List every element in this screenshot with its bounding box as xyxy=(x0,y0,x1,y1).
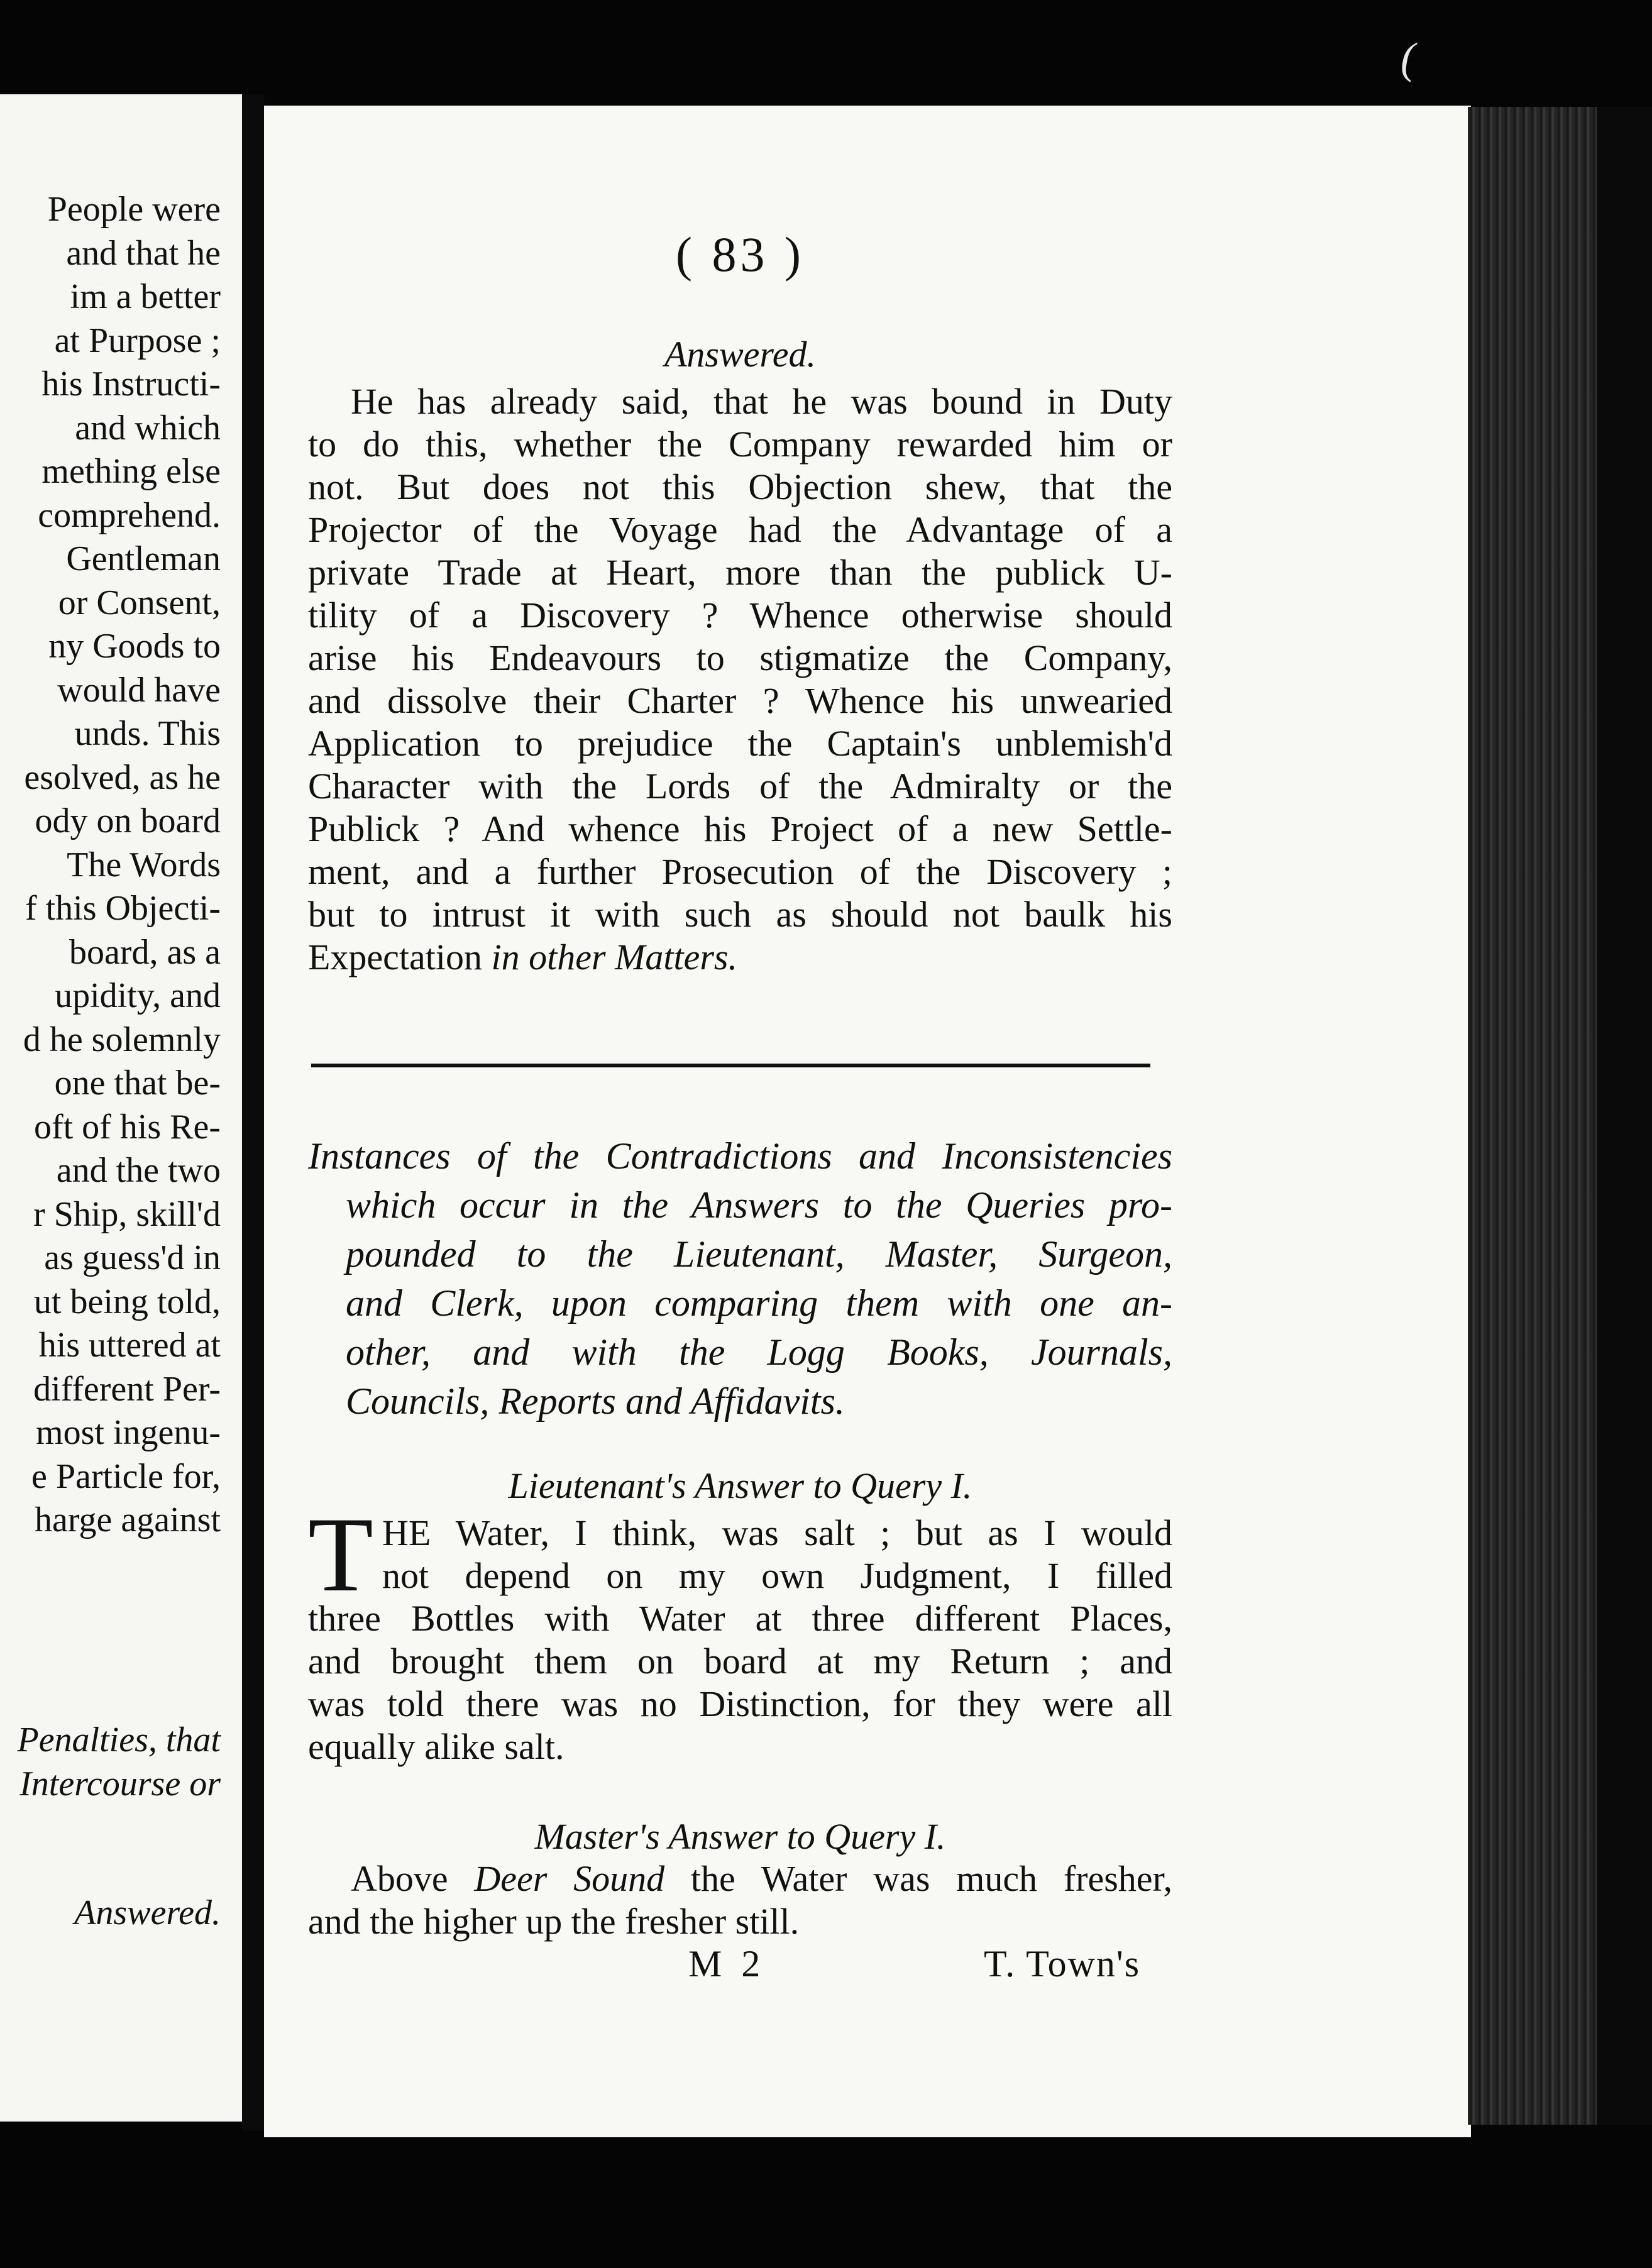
left-page-catchword: Answered. xyxy=(74,1893,221,1932)
left-page-line: r Ship, skill'd xyxy=(33,1194,221,1234)
left-page-line: or Consent, xyxy=(58,583,221,622)
answer-line xyxy=(308,1858,1172,1900)
left-page-line: different Per- xyxy=(33,1369,221,1409)
section-title-line: and Clerk, upon comparing them with one an- xyxy=(346,1282,1172,1324)
section-rule xyxy=(311,1064,1150,1067)
answer-post: the Water was much fresher, xyxy=(690,1858,1173,1899)
answer-line: ment, and a further Prosecution of the Discovery ; xyxy=(308,851,1172,892)
lieutenant-heading: Lieutenant's Answer to Query I. xyxy=(508,1465,972,1506)
left-page-line: one that be- xyxy=(54,1064,221,1103)
left-page-line: his Instructi- xyxy=(41,365,221,404)
left-page-line: mething else xyxy=(41,452,221,491)
answer-line: Application to prejudice the Captain's unblemish'd xyxy=(308,723,1172,764)
signature-mark: M 2 xyxy=(688,1943,766,1985)
left-page-line: oft of his Re- xyxy=(33,1107,221,1147)
answer-pre: Above xyxy=(351,1858,448,1899)
book-gutter xyxy=(242,94,264,2131)
answer-line: was told there was no Distinction, for they were all xyxy=(308,1683,1172,1724)
answer-line: not depend on my own Judgment, I filled xyxy=(382,1555,1172,1596)
left-facing-page xyxy=(0,94,242,2122)
drop-cap: T xyxy=(308,1495,373,1614)
left-page-line: comprehend. xyxy=(38,495,221,535)
place-name: Deer Sound xyxy=(474,1858,665,1899)
left-page-line: harge against xyxy=(35,1500,221,1539)
section-title xyxy=(308,1131,1172,1426)
master-answer xyxy=(308,1858,1172,1943)
left-page-line: esolved, as he xyxy=(24,757,221,797)
catchword: T. Town's xyxy=(984,1943,1141,1985)
left-page-line: and which xyxy=(75,408,221,448)
left-page-line: most ingenu- xyxy=(36,1413,221,1452)
answer-line: Projector of the Voyage had the Advantage of a xyxy=(308,509,1172,550)
left-page-line: and that he xyxy=(66,233,221,273)
answer-line: but to intrust it with such as should not baulk his xyxy=(308,894,1172,935)
page-fore-edge xyxy=(1468,107,1597,2125)
section-title-line: pounded to the Lieutenant, Master, Surgeon, xyxy=(346,1233,1172,1275)
answered-heading: Answered. xyxy=(664,334,817,375)
answer-last-line xyxy=(308,936,1172,979)
section-title-line: which occur in the Answers to the Queries pro- xyxy=(346,1184,1172,1226)
lieutenant-answer xyxy=(308,1512,1172,1768)
section-title-line: Instances of the Contradictions and Inconsistencies xyxy=(308,1135,1172,1177)
master-heading: Master's Answer to Query I. xyxy=(534,1816,946,1857)
left-page-line: at Purpose ; xyxy=(54,321,221,360)
section-title-line: Councils, Reports and Affidavits. xyxy=(346,1380,845,1422)
section-title-line: other, and with the Logg Books, Journals, xyxy=(346,1331,1172,1373)
answer-paragraph xyxy=(308,380,1172,979)
left-page-line: People were xyxy=(47,190,221,229)
left-page-line: board, as a xyxy=(69,932,221,972)
margin-mark: ( xyxy=(1401,35,1416,83)
answer-line: and brought them on board at my Return ; and xyxy=(308,1641,1172,1682)
left-page-line: his uttered at xyxy=(38,1326,221,1365)
answer-line: Publick ? And whence his Project of a new Settle- xyxy=(308,808,1172,849)
answer-line: HE Water, I think, was salt ; but as I would xyxy=(382,1512,1172,1553)
left-page-line: d he solemnly xyxy=(23,1020,221,1059)
fore-edge-shadow xyxy=(1597,107,1652,2125)
left-page-line: e Particle for, xyxy=(31,1456,221,1496)
left-page-line: ody on board xyxy=(35,801,221,840)
answer-line: equally alike salt. xyxy=(308,1726,564,1767)
left-page-line: unds. This xyxy=(74,714,221,753)
left-page-line: ut being told, xyxy=(33,1282,221,1321)
answer-line: three Bottles with Water at three different Places, xyxy=(308,1598,1172,1639)
answer-line: and the higher up the fresher still. xyxy=(308,1901,800,1942)
answer-last-italic: in other Matters. xyxy=(491,937,737,977)
left-page-line: im a better xyxy=(70,277,221,316)
left-page-line: Intercourse or xyxy=(19,1764,221,1803)
answer-line: tility of a Discovery ? Whence otherwise should xyxy=(308,595,1172,636)
left-page-line: would have xyxy=(57,670,221,710)
left-page-line: upidity, and xyxy=(55,976,221,1015)
answer-line: He has already said, that he was bound in Duty xyxy=(351,381,1172,422)
left-page-line: as guess'd in xyxy=(44,1238,221,1277)
answer-line: Character with the Lords of the Admiralty or the xyxy=(308,766,1172,806)
left-page-line: The Words xyxy=(67,845,221,884)
answer-line: and dissolve their Charter ? Whence his unwearied xyxy=(308,680,1172,721)
left-page-line: ny Goods to xyxy=(48,627,221,666)
left-page-line: and the two xyxy=(56,1151,221,1190)
answer-line: private Trade at Heart, more than the publick U- xyxy=(308,552,1172,593)
page-number: ( 83 ) xyxy=(676,227,805,282)
answer-line: not. But does not this Objection shew, that the xyxy=(308,466,1172,507)
left-page-line: f this Objecti- xyxy=(25,889,221,928)
left-page-line: Gentleman xyxy=(66,539,221,578)
answer-line: to do this, whether the Company rewarded him or xyxy=(308,424,1172,465)
answer-last-plain: Expectation xyxy=(308,937,483,977)
left-page-line: Penalties, that xyxy=(17,1720,221,1759)
answer-line: arise his Endeavours to stigmatize the Company, xyxy=(308,637,1172,678)
